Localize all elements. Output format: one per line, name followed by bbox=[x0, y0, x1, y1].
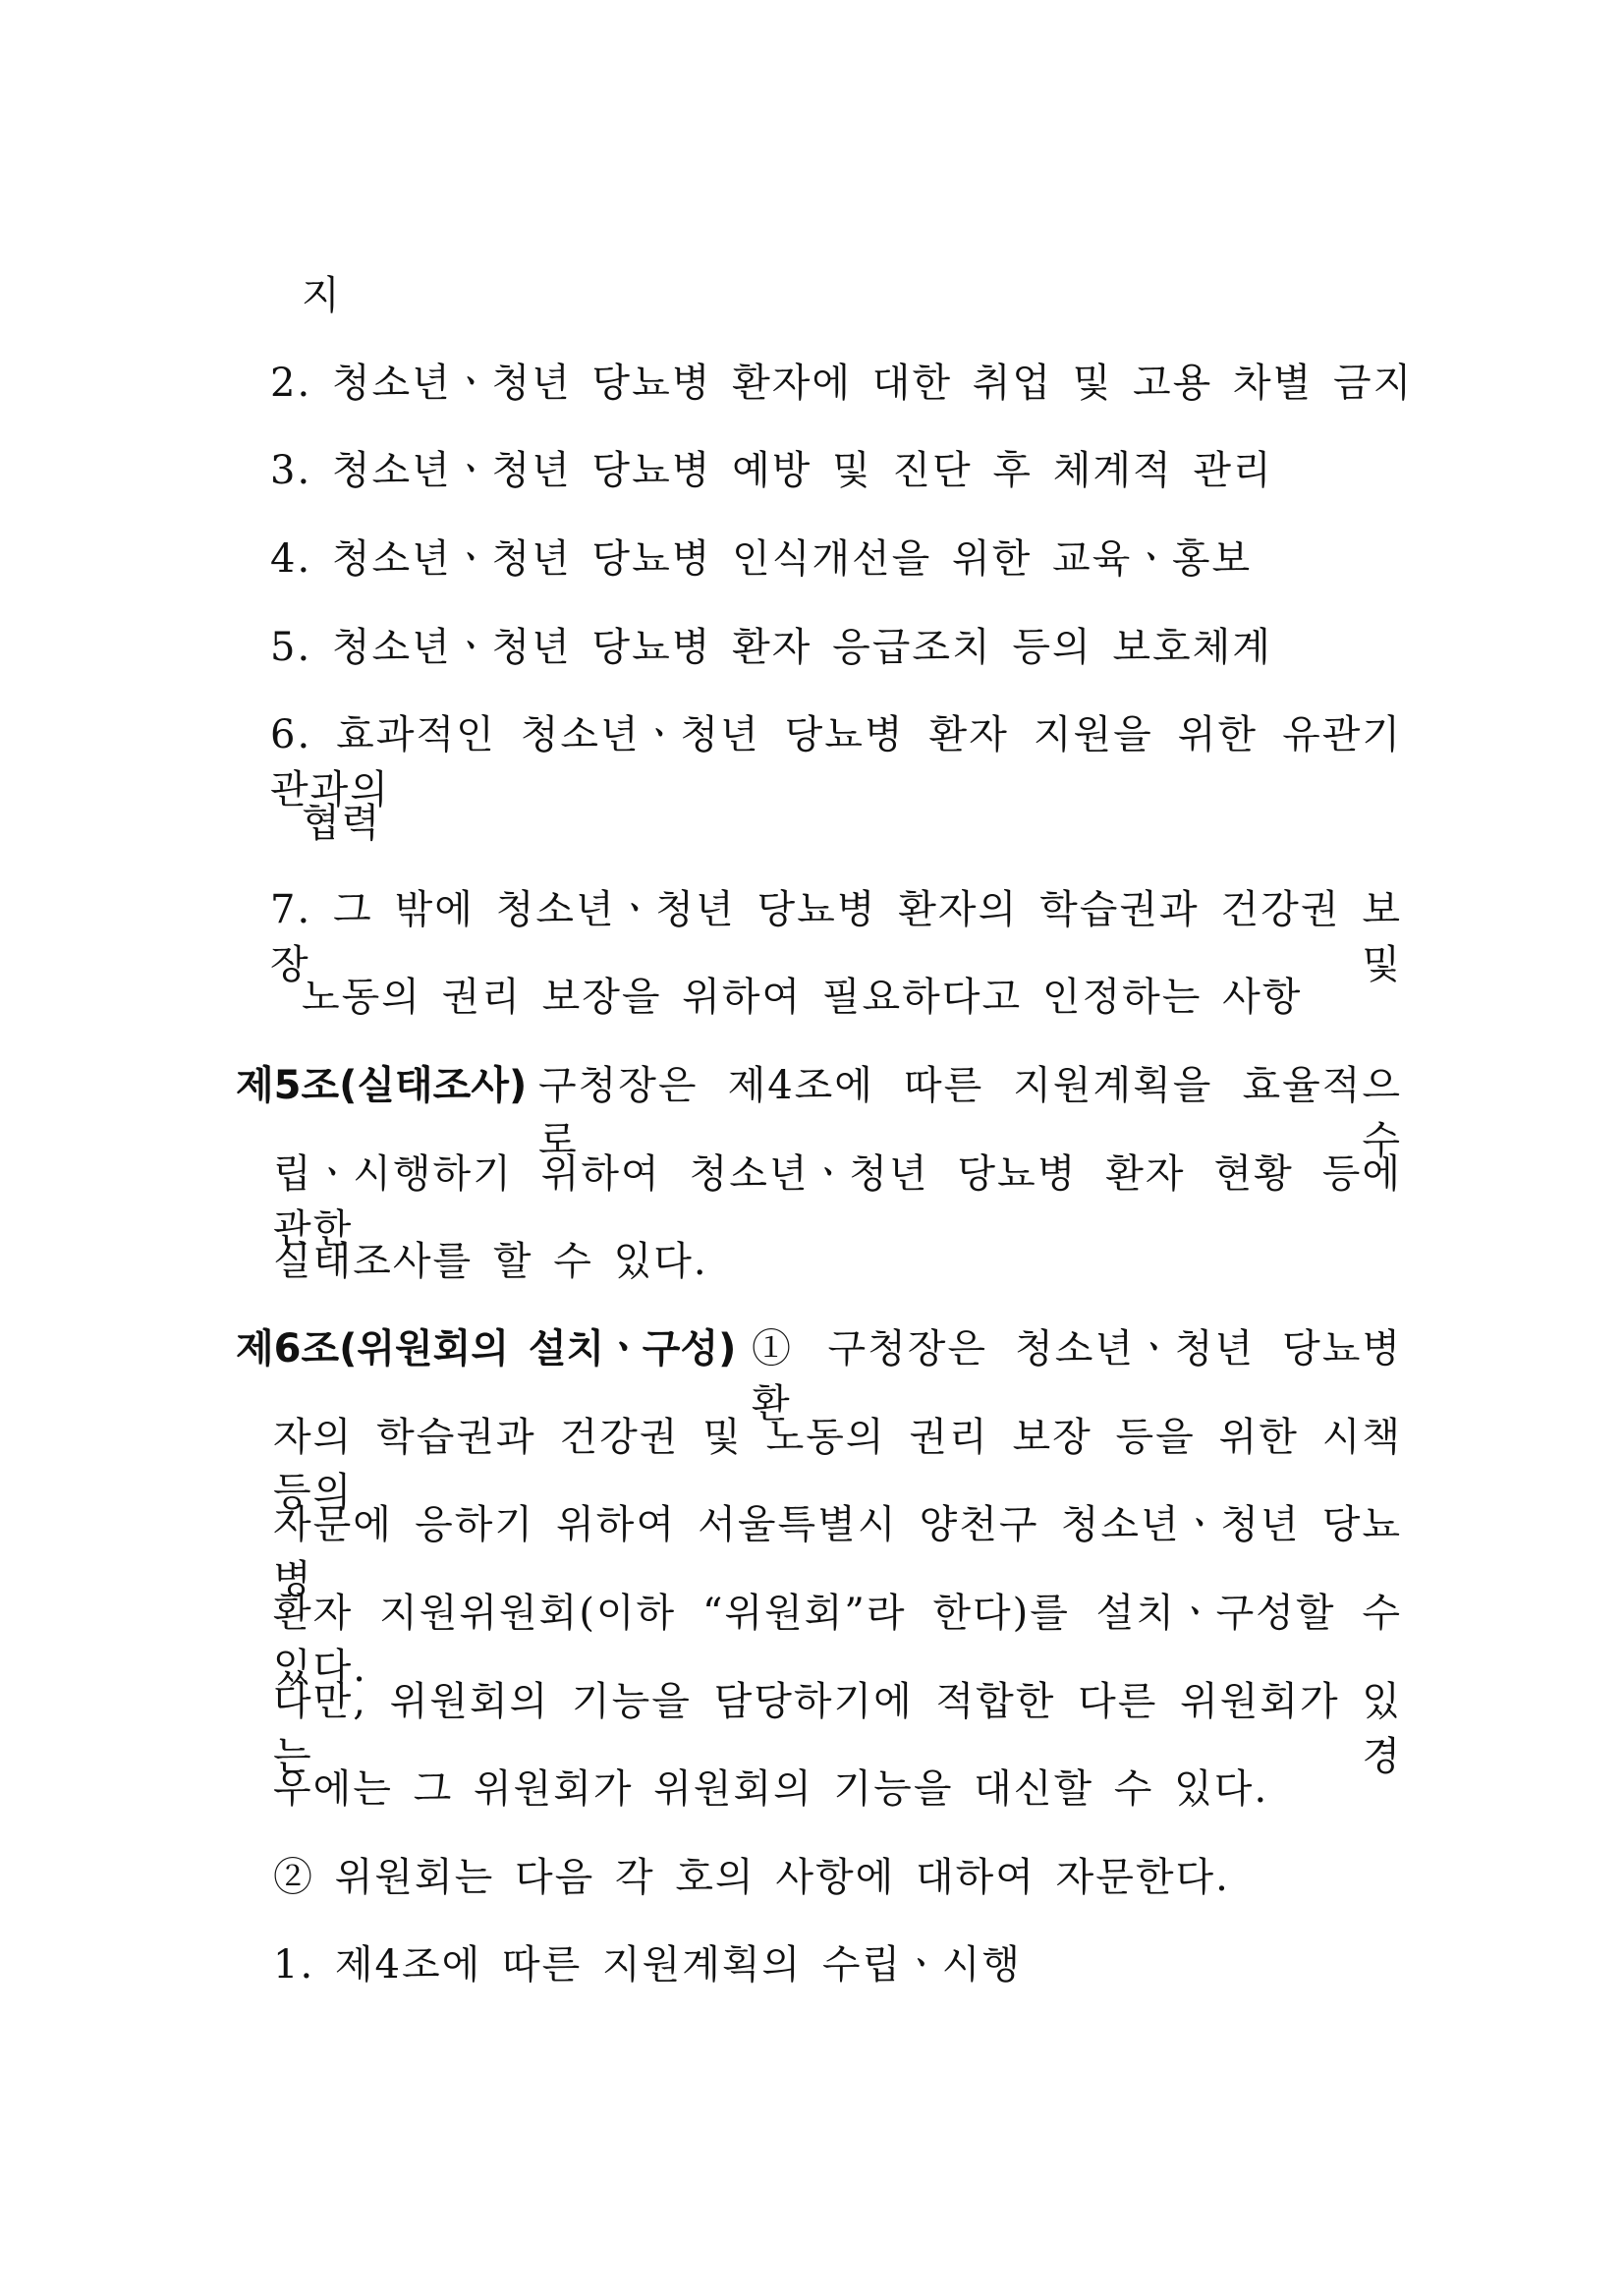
list-item: 1. 제4조에 따른 지원계획의 수립ㆍ시행 bbox=[273, 1942, 1023, 1988]
text-line: 실태조사를 할 수 있다. bbox=[273, 1239, 708, 1284]
text-line: 립ㆍ시행하기 위하여 청소년ㆍ청년 당뇨병 환자 현황 등에 관한 bbox=[273, 1151, 1402, 1252]
text-line: 노동의 권리 보장을 위하여 필요하다고 인정하는 사항 bbox=[302, 975, 1303, 1020]
article-5-heading: 제5조(실태조사) bbox=[236, 1063, 528, 1108]
text-line: 우에는 그 위원회가 위원회의 기능을 대신할 수 있다. bbox=[273, 1766, 1269, 1812]
list-item: 2. 청소년ㆍ청년 당뇨병 환자에 대한 취업 및 고용 차별 금지 bbox=[270, 361, 1414, 406]
text-line: 자의 학습권과 건강권 및 노동의 권리 보장 등을 위한 시책 등의 bbox=[273, 1415, 1402, 1515]
article-6-heading: 제6조(위원회의 설치ㆍ구성) bbox=[236, 1326, 737, 1372]
text-line: 환자 지원위원회(이하 “위원회”라 한다)를 설치ㆍ구성할 수 있다. bbox=[273, 1591, 1402, 1691]
list-item: 7. 그 밖에 청소년ㆍ청년 당뇨병 환자의 학습권과 건강권 보장 및 bbox=[270, 887, 1402, 987]
list-item: 3. 청소년ㆍ청년 당뇨병 예방 및 진단 후 체계적 관리 bbox=[270, 448, 1273, 493]
text-line: 지 bbox=[302, 273, 342, 318]
article-6-text: ① 구청장은 청소년ㆍ청년 당뇨병 환 bbox=[752, 1326, 1402, 1427]
text-line: 자문에 응하기 위하여 서울특별시 양천구 청소년ㆍ청년 당뇨병 bbox=[273, 1502, 1402, 1602]
list-item: 6. 효과적인 청소년ㆍ청년 당뇨병 환자 지원을 위한 유관기관과의 bbox=[270, 712, 1402, 812]
list-item: 4. 청소년ㆍ청년 당뇨병 인식개선을 위한 교육ㆍ홍보 bbox=[270, 536, 1253, 582]
list-item: 5. 청소년ㆍ청년 당뇨병 환자 응급조치 등의 보호체계 bbox=[270, 625, 1272, 670]
article-5-text: 구청장은 제4조에 따른 지원계획을 효율적으로 수 bbox=[538, 1063, 1402, 1163]
text-line: 다만, 위원회의 기능을 담당하기에 적합한 다른 위원회가 있는 경 bbox=[273, 1679, 1402, 1779]
paragraph-2: ② 위원회는 다음 각 호의 사항에 대하여 자문한다. bbox=[273, 1855, 1230, 1900]
text-line: 협력 bbox=[302, 801, 382, 846]
